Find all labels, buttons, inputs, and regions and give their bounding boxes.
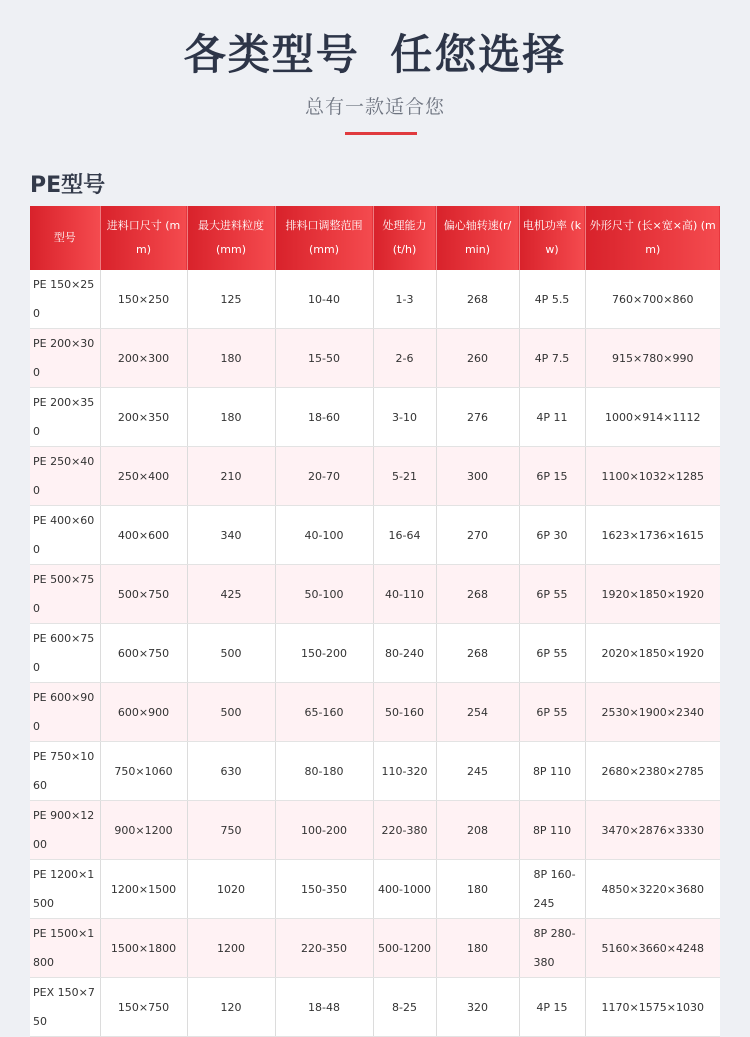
- table-row: [30, 270, 720, 329]
- cell-capacity: 5-21: [373, 447, 436, 506]
- cell-feed-opening: 200×350: [100, 388, 187, 447]
- cell-model: PE 750×1060: [30, 742, 100, 801]
- cell-model: PE 500×750: [30, 565, 100, 624]
- section-title: PE型号: [30, 173, 106, 198]
- cell-motor-power: 8P 160-245: [519, 860, 585, 919]
- table-row: [30, 860, 720, 919]
- cell-shaft-speed: 300: [436, 447, 519, 506]
- column-header-max-feed-size: 最大进料粒度 (mm): [187, 206, 275, 270]
- cell-dimensions: 1000×914×1112: [585, 388, 720, 447]
- title-divider: [345, 132, 417, 135]
- cell-discharge-range: 80-180: [275, 742, 373, 801]
- cell-motor-power: 6P 55: [519, 565, 585, 624]
- table-row: [30, 742, 720, 801]
- cell-motor-power: 4P 7.5: [519, 329, 585, 388]
- cell-motor-power: 6P 55: [519, 624, 585, 683]
- cell-model: PE 600×900: [30, 683, 100, 742]
- cell-capacity: 80-240: [373, 624, 436, 683]
- cell-feed-opening: 750×1060: [100, 742, 187, 801]
- page-title: 各类型号 任您选择: [183, 30, 567, 79]
- cell-max-feed-size: 210: [187, 447, 275, 506]
- cell-feed-opening: 150×250: [100, 270, 187, 329]
- table-row: [30, 978, 720, 1037]
- cell-shaft-speed: 276: [436, 388, 519, 447]
- cell-max-feed-size: 120: [187, 978, 275, 1037]
- table-row: [30, 388, 720, 447]
- spec-table-container: [30, 206, 720, 1028]
- cell-dimensions: 1100×1032×1285: [585, 447, 720, 506]
- cell-discharge-range: 100-200: [275, 801, 373, 860]
- cell-capacity: 400-1000: [373, 860, 436, 919]
- cell-model: PE 200×300: [30, 329, 100, 388]
- cell-max-feed-size: 500: [187, 624, 275, 683]
- cell-model: PE 150×250: [30, 270, 100, 329]
- column-header-dimensions: 外形尺寸 (长×宽×高) (mm): [585, 206, 720, 270]
- cell-motor-power: 8P 110: [519, 801, 585, 860]
- cell-capacity: 220-380: [373, 801, 436, 860]
- cell-max-feed-size: 425: [187, 565, 275, 624]
- cell-feed-opening: 200×300: [100, 329, 187, 388]
- cell-max-feed-size: 630: [187, 742, 275, 801]
- cell-model: PE 1500×1800: [30, 919, 100, 978]
- cell-model: PE 250×400: [30, 447, 100, 506]
- cell-shaft-speed: 260: [436, 329, 519, 388]
- cell-model: PE 200×350: [30, 388, 100, 447]
- cell-capacity: 16-64: [373, 506, 436, 565]
- cell-feed-opening: 500×750: [100, 565, 187, 624]
- cell-discharge-range: 15-50: [275, 329, 373, 388]
- cell-motor-power: 8P 110: [519, 742, 585, 801]
- cell-model: PE 1200×1500: [30, 860, 100, 919]
- column-header-shaft-speed: 偏心轴转速(r/min): [436, 206, 519, 270]
- spec-table: [30, 206, 720, 1037]
- cell-model: PE 400×600: [30, 506, 100, 565]
- cell-dimensions: 4850×3220×3680: [585, 860, 720, 919]
- cell-model: PE 900×1200: [30, 801, 100, 860]
- cell-feed-opening: 900×1200: [100, 801, 187, 860]
- cell-discharge-range: 10-40: [275, 270, 373, 329]
- cell-dimensions: 5160×3660×4248: [585, 919, 720, 978]
- cell-feed-opening: 1200×1500: [100, 860, 187, 919]
- cell-capacity: 500-1200: [373, 919, 436, 978]
- cell-dimensions: 2020×1850×1920: [585, 624, 720, 683]
- table-row: [30, 919, 720, 978]
- cell-discharge-range: 40-100: [275, 506, 373, 565]
- cell-max-feed-size: 340: [187, 506, 275, 565]
- cell-capacity: 2-6: [373, 329, 436, 388]
- cell-max-feed-size: 1020: [187, 860, 275, 919]
- cell-shaft-speed: 320: [436, 978, 519, 1037]
- cell-discharge-range: 220-350: [275, 919, 373, 978]
- cell-capacity: 1-3: [373, 270, 436, 329]
- cell-shaft-speed: 245: [436, 742, 519, 801]
- cell-motor-power: 4P 15: [519, 978, 585, 1037]
- table-row: [30, 447, 720, 506]
- cell-discharge-range: 150-350: [275, 860, 373, 919]
- cell-discharge-range: 20-70: [275, 447, 373, 506]
- cell-capacity: 40-110: [373, 565, 436, 624]
- table-row: [30, 506, 720, 565]
- cell-discharge-range: 65-160: [275, 683, 373, 742]
- cell-shaft-speed: 180: [436, 860, 519, 919]
- cell-feed-opening: 150×750: [100, 978, 187, 1037]
- cell-capacity: 50-160: [373, 683, 436, 742]
- cell-shaft-speed: 268: [436, 565, 519, 624]
- cell-capacity: 3-10: [373, 388, 436, 447]
- cell-model: PE 600×750: [30, 624, 100, 683]
- cell-max-feed-size: 180: [187, 388, 275, 447]
- cell-capacity: 8-25: [373, 978, 436, 1037]
- cell-motor-power: 6P 55: [519, 683, 585, 742]
- column-header-feed-opening: 进料口尺寸 (mm): [100, 206, 187, 270]
- cell-model: PEX 150×750: [30, 978, 100, 1037]
- cell-max-feed-size: 180: [187, 329, 275, 388]
- table-header-row: [30, 206, 720, 270]
- cell-shaft-speed: 268: [436, 270, 519, 329]
- cell-shaft-speed: 208: [436, 801, 519, 860]
- cell-shaft-speed: 268: [436, 624, 519, 683]
- table-row: [30, 683, 720, 742]
- table-row: [30, 329, 720, 388]
- cell-shaft-speed: 270: [436, 506, 519, 565]
- cell-motor-power: 6P 15: [519, 447, 585, 506]
- cell-dimensions: 1170×1575×1030: [585, 978, 720, 1037]
- cell-dimensions: 1623×1736×1615: [585, 506, 720, 565]
- cell-dimensions: 915×780×990: [585, 329, 720, 388]
- cell-feed-opening: 1500×1800: [100, 919, 187, 978]
- cell-shaft-speed: 180: [436, 919, 519, 978]
- table-row: [30, 624, 720, 683]
- column-header-motor-power: 电机功率 (kw): [519, 206, 585, 270]
- cell-dimensions: 2680×2380×2785: [585, 742, 720, 801]
- cell-feed-opening: 250×400: [100, 447, 187, 506]
- cell-motor-power: 8P 280-380: [519, 919, 585, 978]
- cell-capacity: 110-320: [373, 742, 436, 801]
- column-header-capacity: 处理能力 (t/h): [373, 206, 436, 270]
- page-subtitle: 总有一款适合您: [304, 96, 445, 118]
- cell-discharge-range: 150-200: [275, 624, 373, 683]
- table-row: [30, 801, 720, 860]
- cell-dimensions: 3470×2876×3330: [585, 801, 720, 860]
- cell-motor-power: 4P 11: [519, 388, 585, 447]
- cell-feed-opening: 600×900: [100, 683, 187, 742]
- cell-discharge-range: 18-60: [275, 388, 373, 447]
- cell-motor-power: 4P 5.5: [519, 270, 585, 329]
- cell-max-feed-size: 500: [187, 683, 275, 742]
- cell-max-feed-size: 125: [187, 270, 275, 329]
- cell-dimensions: 2530×1900×2340: [585, 683, 720, 742]
- cell-discharge-range: 50-100: [275, 565, 373, 624]
- cell-dimensions: 1920×1850×1920: [585, 565, 720, 624]
- cell-motor-power: 6P 30: [519, 506, 585, 565]
- column-header-model: 型号: [30, 206, 100, 270]
- cell-feed-opening: 400×600: [100, 506, 187, 565]
- cell-dimensions: 760×700×860: [585, 270, 720, 329]
- cell-shaft-speed: 254: [436, 683, 519, 742]
- cell-max-feed-size: 1200: [187, 919, 275, 978]
- cell-discharge-range: 18-48: [275, 978, 373, 1037]
- table-row: [30, 565, 720, 624]
- column-header-discharge-range: 排料口调整范围 (mm): [275, 206, 373, 270]
- cell-max-feed-size: 750: [187, 801, 275, 860]
- cell-feed-opening: 600×750: [100, 624, 187, 683]
